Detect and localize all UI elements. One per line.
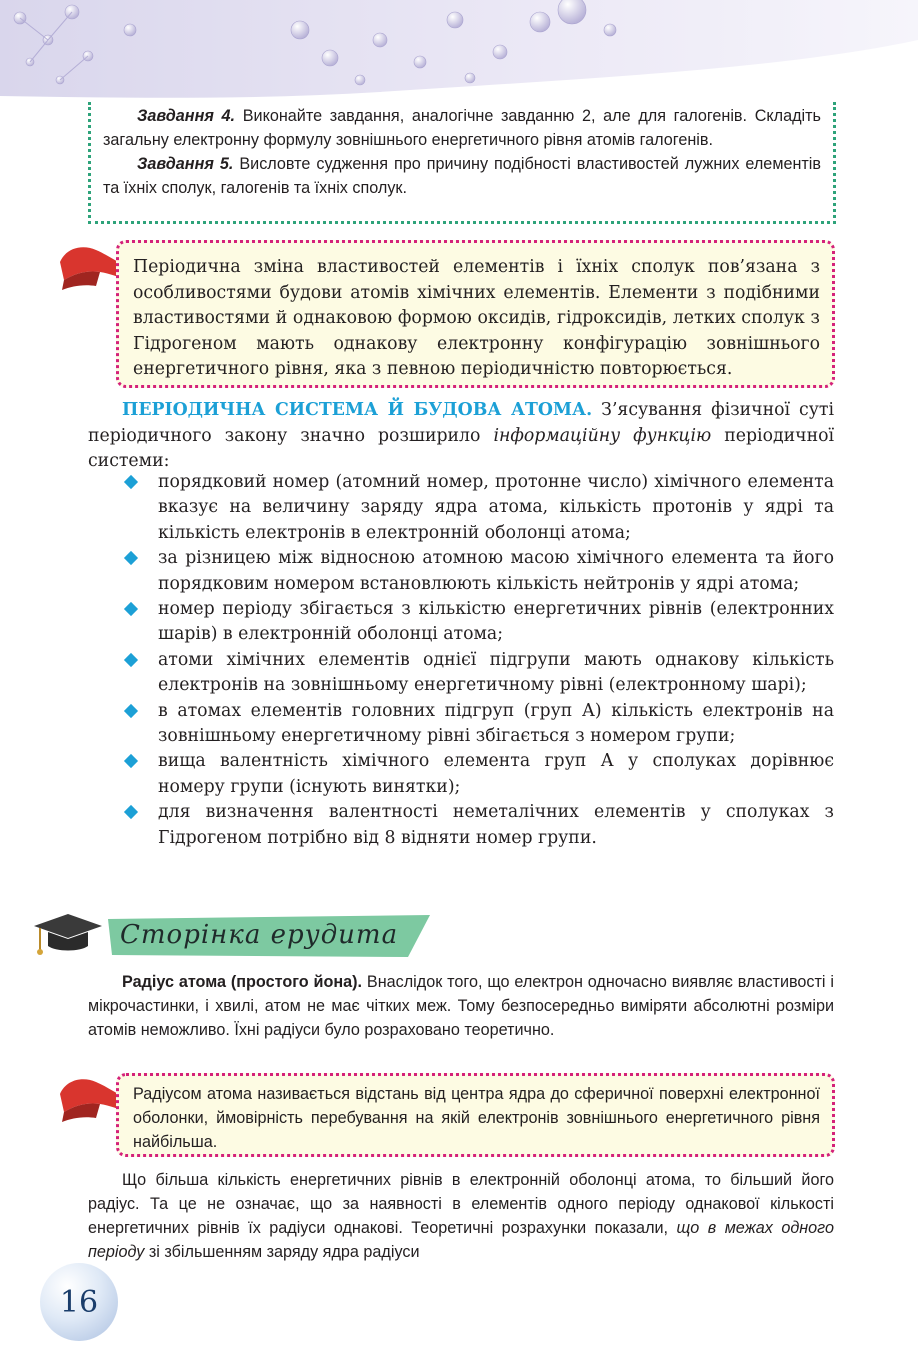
definition-box-periodicity: [116, 240, 835, 388]
last-paragraph: [88, 1168, 834, 1264]
diamond-bullet-icon: [124, 475, 138, 489]
list-item-text: за різницею між відносною атомною масою хімічного елемента та його порядковим номером встановлюють кількість нейтронів у ядрі атома;: [158, 548, 834, 594]
list-item-text: для визначення валентності неметалічних елементів у сполуках з Гідрогеном потрібно від 8 відняти номер групи.: [158, 802, 834, 848]
list-item-text: атоми хімічних елементів однієї підгрупи мають однакову кількість електронів на зовнішньому енергетичному рівні (електронному шарі);: [158, 649, 834, 696]
erudite-paragraph: [88, 970, 834, 1042]
section-heading: ПЕРІОДИЧНА СИСТЕМА Й БУДОВА АТОМА.: [122, 400, 593, 420]
page-number: 16: [59, 1285, 99, 1320]
list-item-text: в атомах елементів головних підгруп (груп А) кількість електронів на зовнішньому енергетичному рівні збігається з номером групи;: [158, 700, 834, 747]
task-4-text: Виконайте завдання, аналогічне завданню 2, але для галогенів. Складіть загальну електронну формулу зовнішнього енергетичного рівня атомів галогенів.: [103, 107, 821, 149]
definition-atom-radius-text: Радіусом атома називається відстань від центра ядра до сферичної поверхні електронної оболонки, ймовірність перебування на якій електронів зовнішнього енергетичного рівня найбільша.: [133, 1085, 820, 1151]
header-molecule-decoration: [0, 0, 918, 110]
task-5-label: Завдання 5.: [137, 155, 234, 173]
task-5: [103, 152, 821, 200]
list-item-text: вища валентність хімічного елемента груп А у сполуках дорівнює номеру групи (існують винятки);: [158, 751, 834, 797]
list-item: [122, 648, 834, 699]
diamond-bullet-icon: [124, 551, 138, 565]
list-item-text: номер періоду збігається з кількістю енергетичних рівнів (електронних шарів) в електронній оболонці атома;: [158, 599, 834, 645]
diamond-bullet-icon: [124, 653, 138, 667]
section-intro-text: З’ясування фізичної суті періодичного закону значно розширило: [88, 400, 834, 446]
erudite-banner-title: Сторінка ерудита: [120, 920, 399, 950]
last-paragraph-italic: що в межах одного періоду: [88, 1219, 834, 1261]
graduation-cap-icon: [28, 910, 108, 962]
diamond-bullet-icon: [124, 754, 138, 768]
erudite-term: Радіус атома (простого йона).: [122, 973, 363, 991]
list-item: [122, 470, 834, 546]
bullet-list: [122, 470, 834, 851]
section-intro: [88, 398, 834, 475]
diamond-bullet-icon: [124, 602, 138, 616]
list-item: [122, 749, 834, 800]
list-item: [122, 546, 834, 597]
last-paragraph-tail: зі збільшенням заряду ядра радіуси: [144, 1243, 420, 1261]
diamond-bullet-icon: [124, 805, 138, 819]
task-4-label: Завдання 4.: [137, 107, 236, 125]
list-item: [122, 597, 834, 648]
definition-box-atom-radius: [116, 1073, 835, 1157]
task-4: [103, 104, 821, 152]
last-paragraph-text: Що більша кількість енергетичних рівнів в електронній оболонці атома, то більший його радіус. Та це не означає, що за наявності в елементів одного періоду однакової кількості енергетичних рівнів їх радіуси однакові. Теоретичні розрахунки показали,: [88, 1171, 834, 1237]
section-intro-italic: інформаційну функцію: [493, 425, 712, 446]
diamond-bullet-icon: [124, 704, 138, 718]
section-intro-tail: періодичної системи:: [88, 425, 835, 472]
task-5-text: Висловте судження про причину подібності властивостей лужних елементів та їхніх сполук, галогенів та їхніх сполук.: [103, 155, 821, 197]
list-item-text: порядковий номер (атомний номер, протонне число) хімічного елемента вказує на величину заряду ядра атома, кількість протонів у ядрі та кількість електронів в електронній оболонці атома;: [158, 472, 834, 543]
list-item: [122, 800, 834, 851]
list-item: [122, 699, 834, 750]
definition-periodicity-text: Періодична зміна властивостей елементів і їхніх сполук пов’язана з особливостями будови атомів хімічних елементів. Елементи з подібними властивостями й однаковою формою оксидів, гідроксидів, летких сполук з Гідрогеном мають однакову електронну конфігурацію зовнішнього енергетичного рівня, яка з певною періодичністю повторюється.: [133, 257, 820, 380]
erudite-text: Внаслідок того, що електрон одночасно виявляє властивості і мікрочастинки, і хвилі, атом не має чітких меж. Тому безпосередньо виміряти абсолютні розміри атомів неможливо. Їхні радіуси було розраховано теоретично.: [88, 973, 834, 1039]
tasks-box: [88, 102, 836, 224]
